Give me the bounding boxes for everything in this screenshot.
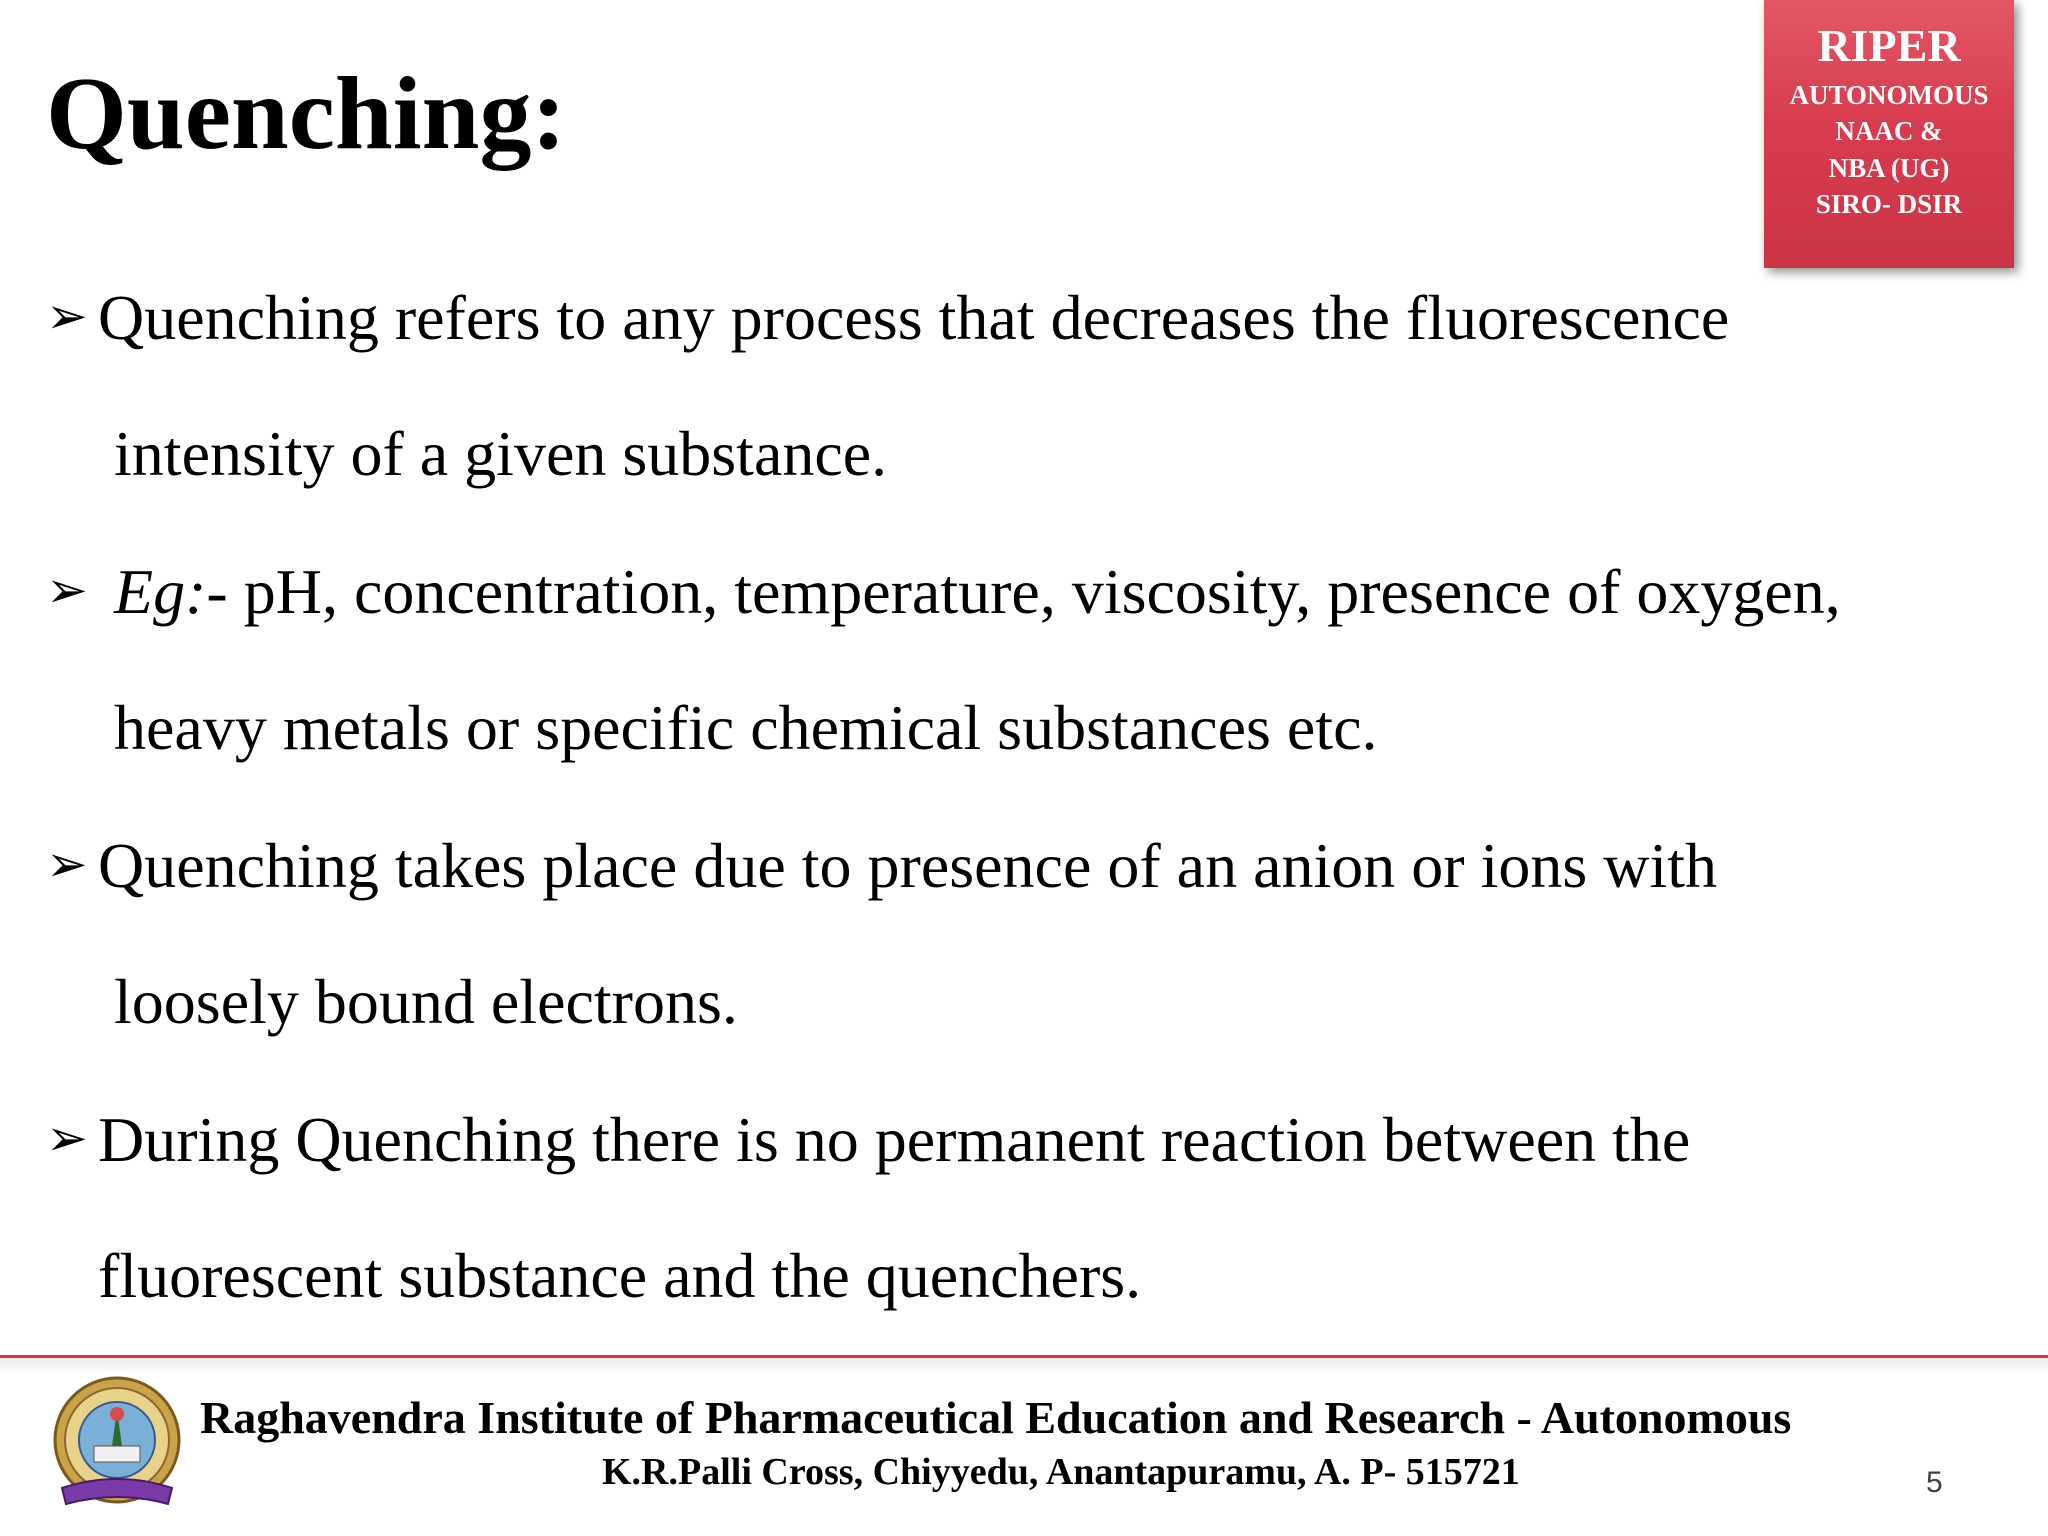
bullet-spacer	[98, 556, 114, 627]
arrowhead-bullet-icon: ➢	[46, 561, 88, 619]
institution-name: Raghavendra Institute of Pharmaceutical Education and Research - Autonomous	[200, 1392, 1792, 1443]
bullet-text-continuation: heavy metals or specific chemical substances etc.	[114, 692, 1378, 763]
arrowhead-bullet-icon: ➢	[46, 835, 88, 893]
bullet-text: Quenching refers to any process that decreases the fluorescence	[98, 282, 1730, 353]
badge-line: AUTONOMOUS	[1789, 79, 1989, 110]
page-number: 5	[1926, 1466, 1943, 1499]
badge-line: NBA (UG)	[1828, 152, 1950, 183]
badge-line: SIRO- DSIR	[1815, 189, 1963, 220]
bullet-item	[46, 796, 2006, 1070]
bullet-text-continuation: intensity of a given substance.	[114, 418, 888, 489]
arrowhead-bullet-icon: ➢	[46, 1109, 88, 1167]
bullet-text: During Quenching there is no permanent reaction between the	[98, 1104, 1691, 1175]
bullet-item	[46, 522, 2006, 796]
example-label: Eg:	[114, 556, 207, 627]
slide-title: Quenching:	[46, 56, 567, 171]
college-seal-icon	[42, 1370, 192, 1520]
riper-badge	[1764, 0, 2014, 268]
bullet-text-continuation: loosely bound electrons.	[114, 966, 738, 1037]
bullet-item	[46, 248, 2006, 522]
bullet-text-continuation: fluorescent substance and the quenchers.	[98, 1240, 1142, 1311]
footer-divider-shadow	[0, 1358, 2048, 1374]
bullet-item	[46, 1070, 2006, 1344]
arrowhead-bullet-icon: ➢	[46, 287, 88, 345]
bullet-text: Quenching takes place due to presence of an anion or ions with	[98, 830, 1718, 901]
bullet-list	[46, 248, 2006, 1344]
institution-address: K.R.Palli Cross, Chiyyedu, Anantapuramu, A. P- 515721	[602, 1451, 1520, 1493]
badge-line: NAAC &	[1835, 116, 1943, 147]
badge-title: RIPER	[1817, 20, 1961, 71]
bullet-text: - pH, concentration, temperature, viscosity, presence of oxygen,	[206, 556, 1841, 627]
